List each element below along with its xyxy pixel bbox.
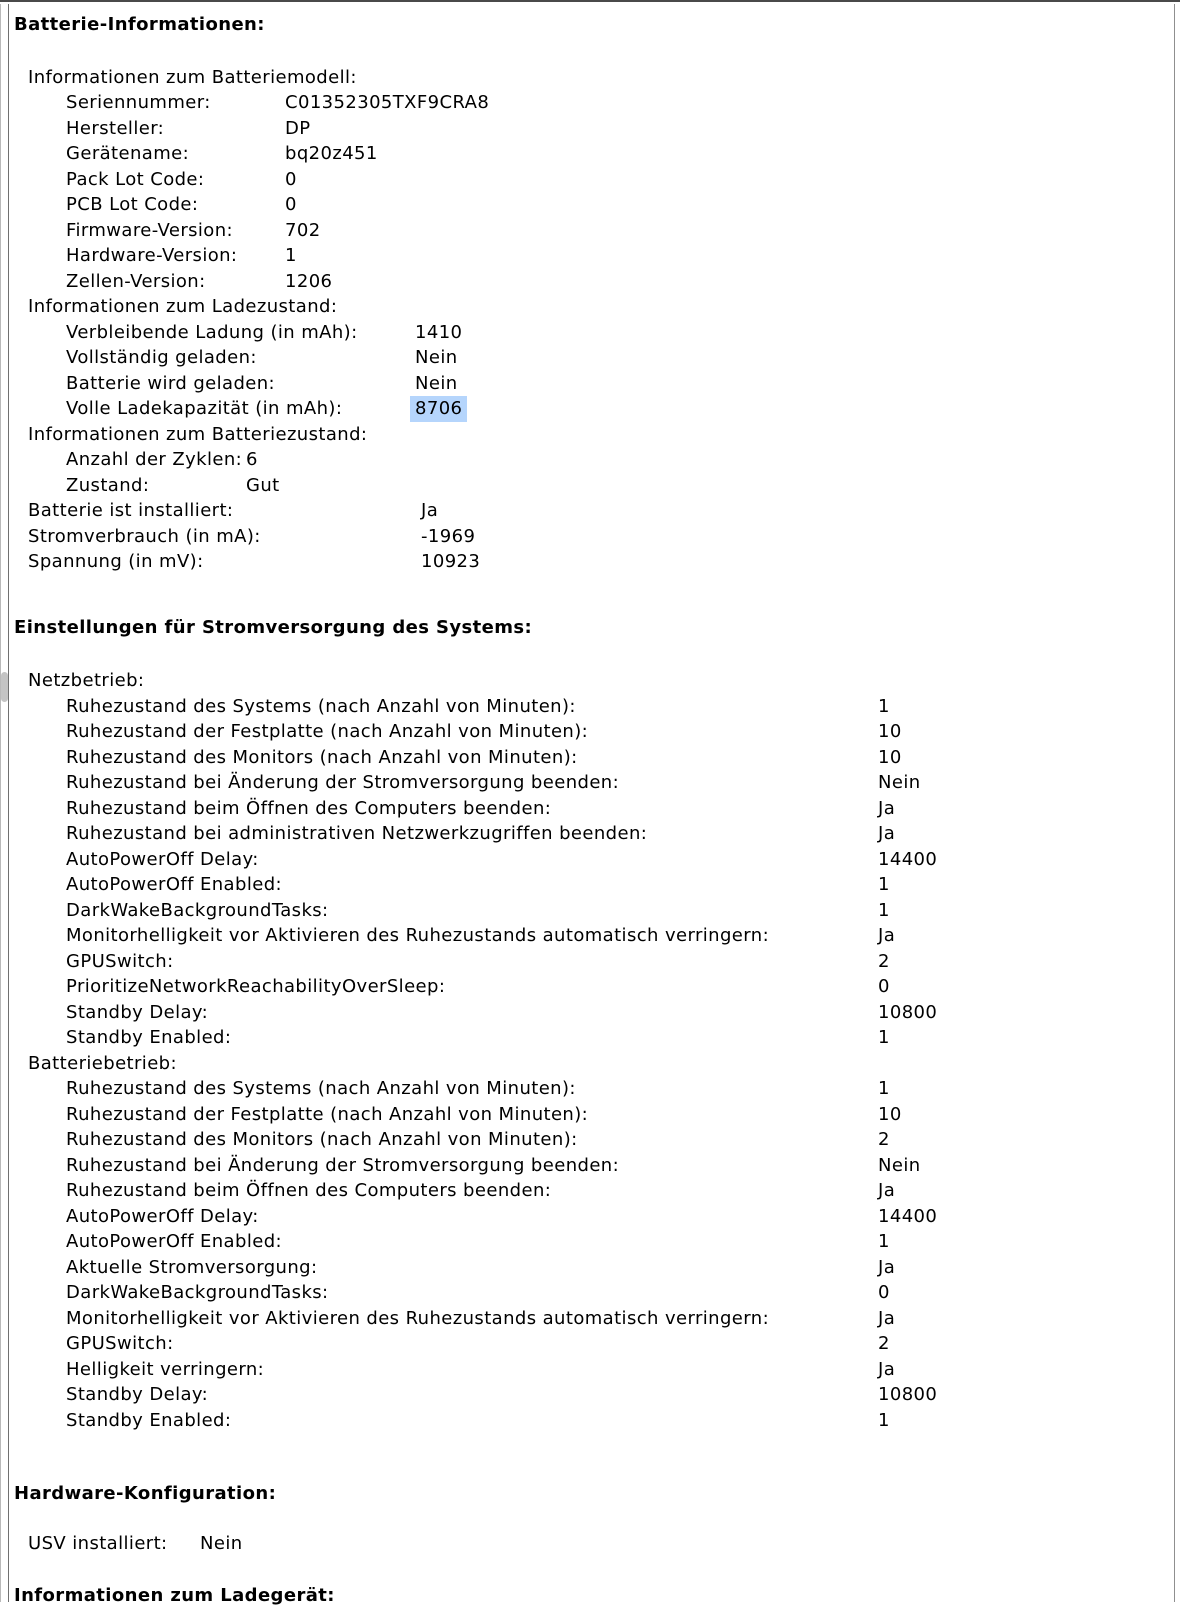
row-value: Ja (878, 1256, 896, 1278)
info-row (0, 1531, 1174, 1557)
info-row (0, 1255, 1174, 1281)
info-row (0, 1076, 1174, 1102)
group-label-row (0, 668, 1174, 694)
info-row (0, 872, 1174, 898)
row-value: Ja (421, 500, 439, 521)
row-label: GPUSwitch: (66, 950, 174, 972)
row-label: AutoPowerOff Enabled: (66, 874, 282, 895)
row-label: Gerätename: (66, 143, 190, 164)
row-label: Hersteller: (66, 117, 165, 139)
row-value: Ja (878, 1180, 896, 1201)
row-label: Firmware-Version: (66, 219, 233, 241)
row-label: Hardware-Version: (66, 245, 238, 266)
group-label-row (0, 1051, 1174, 1077)
row-label: Batteriebetrieb: (28, 1052, 177, 1074)
row-label: Netzbetrieb: (28, 670, 145, 691)
info-row (0, 269, 1174, 295)
group-label-row (0, 422, 1174, 448)
row-value: 702 (285, 219, 321, 241)
row-value: 14400 (878, 1205, 938, 1227)
info-row (0, 923, 1174, 949)
info-row (0, 745, 1174, 771)
row-label: Batterie wird geladen: (66, 372, 276, 394)
info-row (0, 821, 1174, 847)
section-heading: Hardware-Konfiguration: (14, 1483, 277, 1504)
row-label: Ruhezustand bei administrativen Netzwerkzugriffen beenden: (66, 823, 648, 844)
row-label: Monitorhelligkeit vor Aktivieren des Ruhezustands automatisch verringern: (66, 925, 770, 946)
row-value: 10 (878, 746, 902, 768)
row-label: DarkWakeBackgroundTasks: (66, 899, 329, 921)
row-value: 0 (285, 194, 297, 215)
info-row (0, 1306, 1174, 1332)
report-content (0, 4, 1174, 1609)
info-row (0, 847, 1174, 873)
pane-left-border (8, 4, 9, 1602)
row-value: bq20z451 (285, 143, 378, 164)
row-label: Ruhezustand bei Änderung der Stromversorgung beenden: (66, 1154, 620, 1176)
row-value: 1 (878, 899, 890, 921)
info-row (0, 898, 1174, 924)
row-label: Aktuelle Stromversorgung: (66, 1256, 318, 1278)
row-label: Seriennummer: (66, 92, 211, 113)
row-label: Standby Delay: (66, 1001, 209, 1023)
info-row (0, 524, 1174, 550)
row-label: Monitorhelligkeit vor Aktivieren des Ruhezustands automatisch verringern: (66, 1307, 770, 1329)
info-row (0, 549, 1174, 575)
row-value: 10923 (421, 551, 481, 572)
row-label: AutoPowerOff Enabled: (66, 1231, 282, 1252)
row-value: 1 (878, 695, 890, 717)
row-value: 14400 (878, 848, 938, 870)
group-label-row (0, 294, 1174, 320)
info-row (0, 1382, 1174, 1408)
row-label: GPUSwitch: (66, 1333, 174, 1354)
row-label: Standby Enabled: (66, 1409, 232, 1431)
info-row (0, 320, 1174, 346)
group-label-row (0, 65, 1174, 91)
row-value: Gut (246, 474, 280, 496)
row-label: Ruhezustand beim Öffnen des Computers beenden: (66, 797, 552, 819)
row-value: 0 (878, 1282, 890, 1303)
row-label: Informationen zum Batteriezustand: (28, 423, 368, 445)
row-label: Batterie ist installiert: (28, 500, 234, 521)
info-row (0, 141, 1174, 167)
info-row (0, 796, 1174, 822)
row-value: 0 (285, 168, 297, 190)
row-label: Ruhezustand des Systems (nach Anzahl von Minuten): (66, 695, 576, 717)
row-label: Informationen zum Ladezustand: (28, 296, 338, 317)
row-value: 1 (878, 1027, 890, 1048)
info-row (0, 770, 1174, 796)
row-value: 1 (878, 1231, 890, 1252)
info-row (0, 218, 1174, 244)
row-value: 2 (878, 1333, 890, 1354)
row-label: Informationen zum Batteriemodell: (28, 66, 357, 88)
row-label: Spannung (in mV): (28, 551, 204, 572)
row-value: -1969 (421, 525, 476, 547)
row-value: 2 (878, 1129, 890, 1150)
info-row (0, 345, 1174, 371)
row-value: Ja (878, 925, 896, 946)
row-label: Verbleibende Ladung (in mAh): (66, 321, 358, 343)
row-label: Ruhezustand des Systems (nach Anzahl von Minuten): (66, 1078, 576, 1099)
row-label: Zustand: (66, 474, 150, 496)
row-label: AutoPowerOff Delay: (66, 1205, 259, 1227)
row-label: USV installiert: (28, 1532, 168, 1554)
row-value: C01352305TXF9CRA8 (285, 92, 490, 113)
row-value: Nein (415, 372, 458, 394)
section-heading: Einstellungen für Stromversorgung des Systems: (14, 616, 533, 638)
info-row (0, 473, 1174, 499)
highlighted-value: 8706 (410, 396, 467, 422)
row-label: PrioritizeNetworkReachabilityOverSleep: (66, 976, 446, 997)
row-label: Zellen-Version: (66, 270, 206, 292)
info-row (0, 1331, 1174, 1357)
info-row (0, 1127, 1174, 1153)
row-value: 1 (878, 1409, 890, 1431)
row-label: Ruhezustand beim Öffnen des Computers beenden: (66, 1180, 552, 1201)
info-row (0, 447, 1174, 473)
row-value: Nein (415, 347, 458, 368)
row-label: PCB Lot Code: (66, 194, 199, 215)
row-value: 2 (878, 950, 890, 972)
row-value: Ja (878, 1358, 896, 1380)
left-scrollbar-thumb[interactable] (1, 672, 8, 702)
info-row (0, 116, 1174, 142)
info-row (0, 1153, 1174, 1179)
row-label: Anzahl der Zyklen: (66, 449, 243, 470)
info-row (0, 1102, 1174, 1128)
row-label: Standby Delay: (66, 1384, 209, 1405)
info-row (0, 949, 1174, 975)
row-value: 1206 (285, 270, 333, 292)
row-value: 6 (246, 449, 258, 470)
info-row (0, 1204, 1174, 1230)
row-label: DarkWakeBackgroundTasks: (66, 1282, 329, 1303)
row-value: 1 (878, 1078, 890, 1099)
info-row (0, 1025, 1174, 1051)
info-row (0, 371, 1174, 397)
row-label: Vollständig geladen: (66, 347, 257, 368)
info-row (0, 1280, 1174, 1306)
row-value: 1 (285, 245, 297, 266)
row-value: 10 (878, 1103, 902, 1125)
row-value: Nein (878, 772, 921, 793)
info-row (0, 719, 1174, 745)
info-row (0, 1000, 1174, 1026)
row-label: Ruhezustand der Festplatte (nach Anzahl von Minuten): (66, 721, 589, 742)
row-value: 1410 (415, 321, 463, 343)
section-heading: Batterie-Informationen: (14, 14, 265, 35)
info-row (0, 974, 1174, 1000)
window-left-outer-edge (0, 4, 1, 1602)
info-row (0, 498, 1174, 524)
row-value: Nein (200, 1532, 243, 1554)
row-label: Ruhezustand des Monitors (nach Anzahl von Minuten): (66, 1129, 578, 1150)
row-value: 10 (878, 721, 902, 742)
section-heading: Informationen zum Ladegerät: (14, 1584, 335, 1606)
info-row (0, 192, 1174, 218)
row-value: Ja (878, 797, 896, 819)
row-value: DP (285, 117, 311, 139)
pane-right-border (1174, 4, 1175, 1602)
info-row (0, 1357, 1174, 1383)
row-label: Stromverbrauch (in mA): (28, 525, 261, 547)
info-row (0, 90, 1174, 116)
row-label: Ruhezustand des Monitors (nach Anzahl von Minuten): (66, 746, 578, 768)
row-label: AutoPowerOff Delay: (66, 848, 259, 870)
info-row (0, 1408, 1174, 1434)
row-label: Pack Lot Code: (66, 168, 205, 190)
row-value: 1 (878, 874, 890, 895)
row-label: Helligkeit verringern: (66, 1358, 265, 1380)
row-value: Ja (878, 823, 896, 844)
info-row (0, 1178, 1174, 1204)
row-value: 10800 (878, 1384, 938, 1405)
row-value: 0 (878, 976, 890, 997)
row-value: Ja (878, 1307, 896, 1329)
info-row (0, 396, 1174, 422)
info-row (0, 694, 1174, 720)
info-row (0, 243, 1174, 269)
row-label: Ruhezustand der Festplatte (nach Anzahl von Minuten): (66, 1103, 589, 1125)
row-label: Volle Ladekapazität (in mAh): (66, 398, 343, 419)
row-label: Ruhezustand bei Änderung der Stromversorgung beenden: (66, 772, 620, 793)
row-value: Nein (878, 1154, 921, 1176)
info-row (0, 167, 1174, 193)
info-row (0, 1229, 1174, 1255)
row-value: 10800 (878, 1001, 938, 1023)
row-label: Standby Enabled: (66, 1027, 232, 1048)
